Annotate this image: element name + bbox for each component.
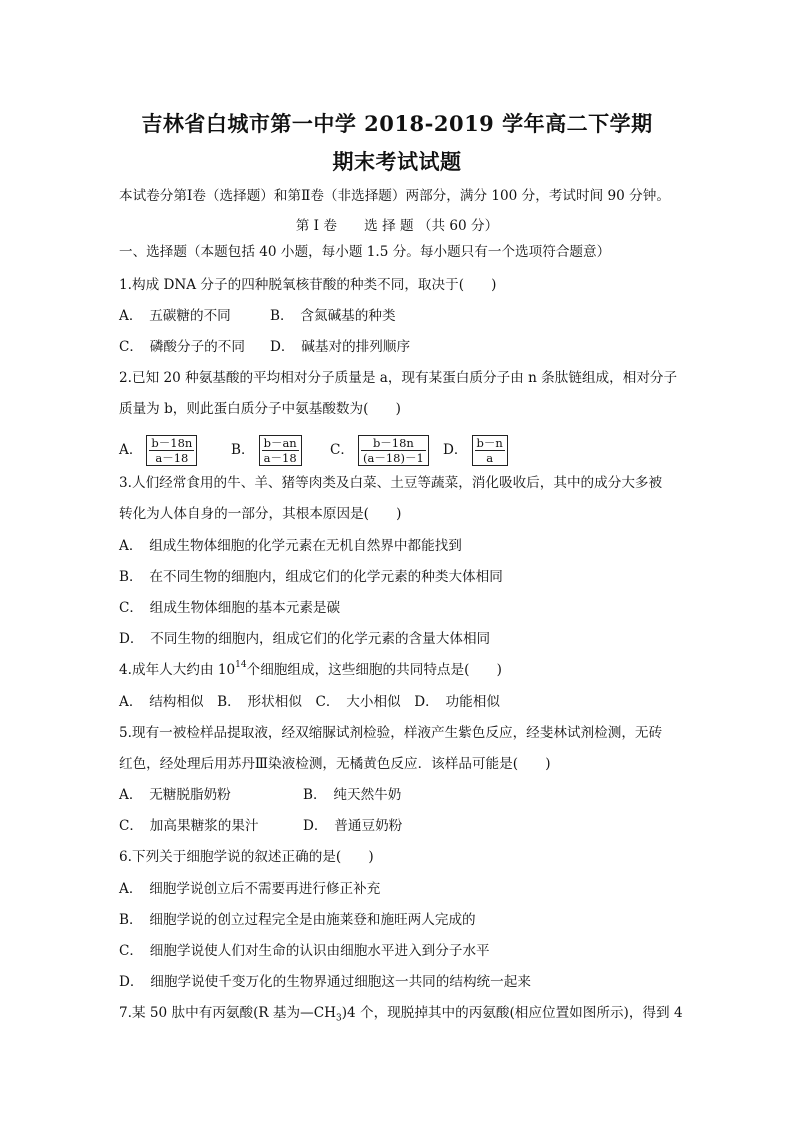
question-5-option-a: A． 无糖脱脂奶粉: [119, 787, 231, 803]
question-3-option-b: B． 在不同生物的细胞内，组成它们的化学元素的种类大体相同: [119, 569, 503, 585]
fraction-b-numerator: b－an: [263, 436, 297, 450]
question-6-stem: 6.下列关于细胞学说的叙述正确的是( ): [119, 849, 374, 865]
fraction-b: [259, 435, 302, 466]
question-7-subscript: 3: [335, 1013, 342, 1024]
question-2-option-c: [330, 435, 429, 466]
question-5-option-b: B． 纯天然牛奶: [303, 787, 402, 803]
fraction-a-numerator: b－18n: [151, 436, 193, 450]
fraction-b-denominator: a－18: [263, 451, 297, 465]
question-6-option-b: B． 细胞学说的创立过程完全是由施莱登和施旺两人完成的: [119, 912, 476, 928]
fraction-d: [472, 435, 508, 466]
question-4-stem-pre: 4.成年人大约由 10: [119, 662, 236, 678]
question-6-option-a: A． 细胞学说创立后不需要再进行修正补充: [119, 881, 381, 897]
question-5-stem-line2: 红色，经处理后用苏丹Ⅲ染液检测，无橘黄色反应．该样品可能是( ): [119, 756, 551, 772]
question-1-option-a: A． 五碳糖的不同: [119, 308, 231, 324]
exam-title: 吉林省白城市第一中学 2018-2019 学年高二下学期: [141, 111, 653, 136]
question-3-stem-line2: 转化为人体自身的一部分，其根本原因是( ): [119, 506, 402, 522]
question-1-option-c: C． 磷酸分子的不同: [119, 339, 245, 355]
question-1-option-d: D． 碱基对的排列顺序: [270, 339, 411, 355]
question-7-stem: [119, 1003, 683, 1023]
fraction-c-denominator: (a－18)－1: [363, 451, 424, 465]
fraction-d-numerator: b－n: [476, 436, 503, 450]
question-2-stem-line1: 2.已知 20 种氨基酸的平均相对分子质量是 a，现有某蛋白质分子由 n 条肽链组成，相对分子: [119, 370, 678, 386]
question-4-stem: [119, 660, 502, 680]
question-1-option-b: B． 含氮碱基的种类: [270, 308, 396, 324]
question-2-option-d: [443, 435, 508, 466]
question-3-option-a: A． 组成生物体细胞的化学元素在无机自然界中都能找到: [119, 538, 462, 554]
fraction-d-denominator: a: [486, 451, 494, 465]
option-c-label: C．: [330, 442, 354, 458]
fraction-a: [146, 435, 197, 466]
question-5-stem-line1: 5.现有一被检样品提取液，经双缩脲试剂检验，样液产生紫色反应，经斐林试剂检测，无砖: [119, 725, 663, 741]
question-4-exponent: 14: [235, 660, 247, 671]
fraction-c-numerator: b－18n: [361, 436, 426, 451]
question-7-stem-pre: 7.某 50 肽中有丙氨酸(R 基为—CH: [119, 1005, 336, 1021]
section-heading: 第 Ⅰ 卷 选 择 题 （共 60 分）: [295, 218, 499, 234]
question-3-stem-line1: 3.人们经常食用的牛、羊、猪等肉类及白菜、土豆等蔬菜，消化吸收后，其中的成分大多被: [119, 475, 663, 491]
question-2-stem-line2: 质量为 b，则此蛋白质分子中氨基酸数为( ): [119, 401, 401, 417]
question-2-option-a: [119, 435, 197, 466]
option-a-label: A．: [119, 442, 143, 458]
question-3-option-c: C． 组成生物体细胞的基本元素是碳: [119, 600, 341, 616]
fraction-a-denominator: a－18: [155, 451, 189, 465]
exam-subtitle: 期末考试试题: [332, 149, 462, 174]
option-b-label: B．: [231, 442, 255, 458]
question-4-stem-post: 个细胞组成，这些细胞的共同特点是( ): [246, 662, 502, 678]
fraction-c: [358, 435, 429, 466]
section-instruction: 一、选择题（本题包括 40 小题，每小题 1.5 分。每小题只有一个选项符合题意）: [119, 244, 611, 260]
question-4-options: A． 结构相似 B． 形状相似 C． 大小相似 D． 功能相似: [119, 694, 500, 710]
question-6-option-d: D． 细胞学说使千变万化的生物界通过细胞这一共同的结构统一起来: [119, 974, 531, 990]
question-5-option-c: C． 加高果糖浆的果汁: [119, 818, 259, 834]
question-5-option-d: D． 普通豆奶粉: [303, 818, 403, 834]
exam-intro: 本试卷分第Ⅰ卷（选择题）和第Ⅱ卷（非选择题）两部分，满分 100 分，考试时间 90 分钟。: [119, 188, 670, 204]
option-d-label: D．: [443, 442, 468, 458]
question-6-option-c: C． 细胞学说使人们对生命的认识由细胞水平进入到分子水平: [119, 943, 490, 959]
question-7-stem-post: )4 个，现脱掉其中的丙氨酸(相应位置如图所示)，得到 4: [341, 1005, 683, 1021]
question-3-option-d: D． 不同生物的细胞内，组成它们的化学元素的含量大体相同: [119, 631, 491, 647]
question-1-stem: 1.构成 DNA 分子的四种脱氧核苷酸的种类不同，取决于( ): [119, 277, 497, 293]
question-2-option-b: [231, 435, 302, 466]
